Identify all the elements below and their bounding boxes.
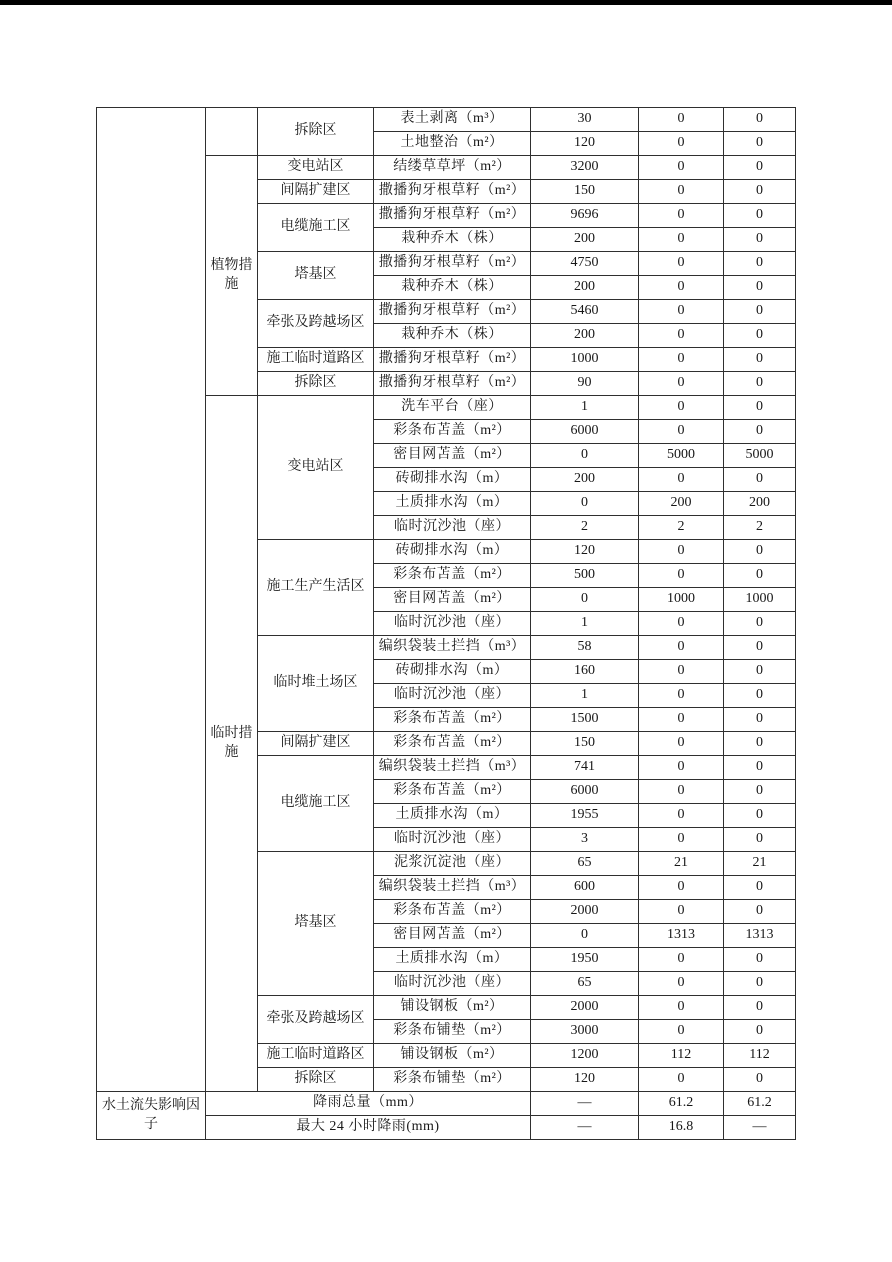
- cell-item: 密目网苫盖（m²）: [374, 444, 531, 468]
- cell-v3: 0: [724, 708, 796, 732]
- cell-v2: 0: [639, 180, 724, 204]
- cell-v2: 0: [639, 1068, 724, 1092]
- cell-v1: 1: [531, 612, 639, 636]
- cell-item: 彩条布铺垫（m²）: [374, 1020, 531, 1044]
- cell-v2: 0: [639, 756, 724, 780]
- cell-item: 编织袋装土拦挡（m³）: [374, 756, 531, 780]
- cell-item: 土质排水沟（m）: [374, 804, 531, 828]
- cell-v3: 0: [724, 348, 796, 372]
- cell-v1: 3: [531, 828, 639, 852]
- cell-v2: 0: [639, 972, 724, 996]
- cell-v2: 0: [639, 564, 724, 588]
- cell-item: 撒播狗牙根草籽（m²）: [374, 300, 531, 324]
- cell-category: [97, 108, 206, 1092]
- cell-zone: 变电站区: [258, 156, 374, 180]
- cell-v3: 0: [724, 180, 796, 204]
- cell-v3: 0: [724, 876, 796, 900]
- cell-v2: 0: [639, 276, 724, 300]
- cell-zone: 变电站区: [258, 396, 374, 540]
- cell-item: 彩条布苫盖（m²）: [374, 780, 531, 804]
- cell-item: 临时沉沙池（座）: [374, 612, 531, 636]
- cell-v1: 4750: [531, 252, 639, 276]
- cell-v2: 0: [639, 540, 724, 564]
- cell-v2: 0: [639, 780, 724, 804]
- cell-zone: 牵张及跨越场区: [258, 300, 374, 348]
- cell-v1: 1950: [531, 948, 639, 972]
- cell-item: 砖砌排水沟（m）: [374, 468, 531, 492]
- cell-item: 彩条布苫盖（m²）: [374, 564, 531, 588]
- cell-zone: 电缆施工区: [258, 756, 374, 852]
- cell-v2: 0: [639, 468, 724, 492]
- cell-v2: 0: [639, 156, 724, 180]
- cell-v1: 1000: [531, 348, 639, 372]
- cell-v2: 5000: [639, 444, 724, 468]
- cell-v1: 0: [531, 444, 639, 468]
- cell-v3: 200: [724, 492, 796, 516]
- cell-item: 泥浆沉淀池（座）: [374, 852, 531, 876]
- cell-v2: 0: [639, 876, 724, 900]
- cell-v2: 0: [639, 828, 724, 852]
- cell-v2: 112: [639, 1044, 724, 1068]
- cell-v1: 1500: [531, 708, 639, 732]
- cell-item: 彩条布苫盖（m²）: [374, 420, 531, 444]
- cell-v1: 500: [531, 564, 639, 588]
- cell-v3: 0: [724, 828, 796, 852]
- cell-v3: 0: [724, 228, 796, 252]
- cell-item: 彩条布苫盖（m²）: [374, 732, 531, 756]
- cell-v2: 0: [639, 612, 724, 636]
- cell-v2: 0: [639, 948, 724, 972]
- cell-item: 撒播狗牙根草籽（m²）: [374, 180, 531, 204]
- cell-v1: 9696: [531, 204, 639, 228]
- cell-v3: 0: [724, 540, 796, 564]
- cell-item: 洗车平台（座）: [374, 396, 531, 420]
- cell-item: 砖砌排水沟（m）: [374, 660, 531, 684]
- cell-v3: 1313: [724, 924, 796, 948]
- cell-item: 撒播狗牙根草籽（m²）: [374, 348, 531, 372]
- cell-item: 编织袋装土拦挡（m³）: [374, 636, 531, 660]
- cell-v1: 65: [531, 852, 639, 876]
- cell-item: 撒播狗牙根草籽（m²）: [374, 204, 531, 228]
- cell-zone: 塔基区: [258, 252, 374, 300]
- cell-v3: 0: [724, 276, 796, 300]
- cell-v2: 1313: [639, 924, 724, 948]
- cell-item: 密目网苫盖（m²）: [374, 924, 531, 948]
- cell-v1: 600: [531, 876, 639, 900]
- cell-v1: 0: [531, 492, 639, 516]
- table-row: [97, 108, 796, 132]
- cell-v1: 58: [531, 636, 639, 660]
- cell-v2: 0: [639, 108, 724, 132]
- cell-v1: 200: [531, 276, 639, 300]
- cell-v3: 2: [724, 516, 796, 540]
- cell-item: 临时沉沙池（座）: [374, 828, 531, 852]
- cell-v2: 0: [639, 204, 724, 228]
- cell-v2: 0: [639, 996, 724, 1020]
- cell-item: 表土剥离（m³）: [374, 108, 531, 132]
- cell-v1: 30: [531, 108, 639, 132]
- cell-zone: 拆除区: [258, 1068, 374, 1092]
- cell-v3: 0: [724, 252, 796, 276]
- cell-v3: 0: [724, 132, 796, 156]
- cell-item: 土地整治（m²）: [374, 132, 531, 156]
- cell-v1: 1200: [531, 1044, 639, 1068]
- cell-item: 土质排水沟（m）: [374, 492, 531, 516]
- cell-v2: 0: [639, 1020, 724, 1044]
- cell-measure-type: 植物措施: [206, 156, 258, 396]
- cell-v1: 0: [531, 924, 639, 948]
- cell-item: 最大 24 小时降雨(mm): [206, 1116, 531, 1140]
- cell-v1: 160: [531, 660, 639, 684]
- cell-v1: 741: [531, 756, 639, 780]
- cell-v3: 0: [724, 756, 796, 780]
- cell-v3: 0: [724, 396, 796, 420]
- cell-item: 彩条布铺垫（m²）: [374, 1068, 531, 1092]
- cell-item: 砖砌排水沟（m）: [374, 540, 531, 564]
- cell-zone: 临时堆土场区: [258, 636, 374, 732]
- cell-item: 栽种乔木（株）: [374, 324, 531, 348]
- cell-v2: 0: [639, 708, 724, 732]
- cell-v3: 0: [724, 660, 796, 684]
- cell-v2: 0: [639, 900, 724, 924]
- cell-v3: 0: [724, 1068, 796, 1092]
- cell-v3: 0: [724, 780, 796, 804]
- cell-v2: 1000: [639, 588, 724, 612]
- cell-v1: 200: [531, 324, 639, 348]
- cell-item: 栽种乔木（株）: [374, 228, 531, 252]
- cell-v1: 1955: [531, 804, 639, 828]
- cell-v2: 2: [639, 516, 724, 540]
- cell-v3: 61.2: [724, 1092, 796, 1116]
- cell-v3: 0: [724, 372, 796, 396]
- cell-v2: 0: [639, 132, 724, 156]
- cell-zone: 牵张及跨越场区: [258, 996, 374, 1044]
- table-row: [97, 1092, 796, 1116]
- cell-v2: 16.8: [639, 1116, 724, 1140]
- cell-v1: —: [531, 1092, 639, 1116]
- cell-v2: 0: [639, 684, 724, 708]
- cell-v3: 0: [724, 684, 796, 708]
- cell-v3: 0: [724, 612, 796, 636]
- cell-zone: 施工临时道路区: [258, 1044, 374, 1068]
- cell-item: 密目网苫盖（m²）: [374, 588, 531, 612]
- cell-v2: 0: [639, 300, 724, 324]
- cell-item: 撒播狗牙根草籽（m²）: [374, 372, 531, 396]
- cell-v2: 0: [639, 324, 724, 348]
- cell-zone: 电缆施工区: [258, 204, 374, 252]
- cell-v1: —: [531, 1116, 639, 1140]
- cell-zone: 施工临时道路区: [258, 348, 374, 372]
- cell-item: 铺设钢板（m²）: [374, 996, 531, 1020]
- cell-v1: 150: [531, 732, 639, 756]
- cell-zone: 施工生产生活区: [258, 540, 374, 636]
- cell-item: 临时沉沙池（座）: [374, 516, 531, 540]
- cell-category: 水土流失影响因子: [97, 1092, 206, 1140]
- scan-edge-bar: [0, 0, 892, 5]
- cell-item: 临时沉沙池（座）: [374, 684, 531, 708]
- cell-v3: 5000: [724, 444, 796, 468]
- cell-v3: 0: [724, 972, 796, 996]
- cell-v1: 6000: [531, 780, 639, 804]
- cell-v2: 0: [639, 396, 724, 420]
- cell-zone: 间隔扩建区: [258, 180, 374, 204]
- cell-v1: 90: [531, 372, 639, 396]
- cell-v1: 2: [531, 516, 639, 540]
- cell-item: 栽种乔木（株）: [374, 276, 531, 300]
- cell-v2: 0: [639, 732, 724, 756]
- cell-v3: —: [724, 1116, 796, 1140]
- cell-item: 彩条布苫盖（m²）: [374, 900, 531, 924]
- cell-item: 临时沉沙池（座）: [374, 972, 531, 996]
- cell-item: 降雨总量（mm）: [206, 1092, 531, 1116]
- cell-v1: 120: [531, 540, 639, 564]
- cell-v3: 21: [724, 852, 796, 876]
- cell-v1: 6000: [531, 420, 639, 444]
- cell-v3: 0: [724, 996, 796, 1020]
- cell-v1: 120: [531, 132, 639, 156]
- cell-v2: 0: [639, 804, 724, 828]
- cell-v3: 0: [724, 948, 796, 972]
- cell-v1: 200: [531, 228, 639, 252]
- cell-v3: 0: [724, 156, 796, 180]
- cell-v3: 0: [724, 1020, 796, 1044]
- cell-zone: 拆除区: [258, 108, 374, 156]
- cell-v3: 0: [724, 324, 796, 348]
- cell-v1: 2000: [531, 900, 639, 924]
- cell-v3: 112: [724, 1044, 796, 1068]
- cell-v3: 1000: [724, 588, 796, 612]
- cell-zone: 间隔扩建区: [258, 732, 374, 756]
- cell-item: 结缕草草坪（m²）: [374, 156, 531, 180]
- cell-measure-type: [206, 108, 258, 156]
- cell-v3: 0: [724, 900, 796, 924]
- cell-v3: 0: [724, 204, 796, 228]
- cell-zone: 拆除区: [258, 372, 374, 396]
- cell-v2: 0: [639, 348, 724, 372]
- cell-v1: 1: [531, 684, 639, 708]
- cell-v1: 150: [531, 180, 639, 204]
- cell-v2: 0: [639, 228, 724, 252]
- cell-v3: 0: [724, 468, 796, 492]
- cell-v1: 3200: [531, 156, 639, 180]
- cell-v2: 0: [639, 420, 724, 444]
- cell-item: 土质排水沟（m）: [374, 948, 531, 972]
- cell-v3: 0: [724, 108, 796, 132]
- cell-v1: 5460: [531, 300, 639, 324]
- cell-v3: 0: [724, 300, 796, 324]
- cell-v1: 120: [531, 1068, 639, 1092]
- cell-v2: 21: [639, 852, 724, 876]
- cell-v3: 0: [724, 420, 796, 444]
- cell-v2: 0: [639, 636, 724, 660]
- cell-zone: 塔基区: [258, 852, 374, 996]
- cell-v3: 0: [724, 804, 796, 828]
- cell-v1: 1: [531, 396, 639, 420]
- cell-v2: 0: [639, 660, 724, 684]
- cell-v2: 200: [639, 492, 724, 516]
- cell-v1: 65: [531, 972, 639, 996]
- cell-v2: 61.2: [639, 1092, 724, 1116]
- cell-v2: 0: [639, 372, 724, 396]
- cell-item: 铺设钢板（m²）: [374, 1044, 531, 1068]
- cell-v1: 200: [531, 468, 639, 492]
- cell-v3: 0: [724, 636, 796, 660]
- cell-v2: 0: [639, 252, 724, 276]
- cell-v3: 0: [724, 732, 796, 756]
- cell-v1: 0: [531, 588, 639, 612]
- cell-measure-type: 临时措施: [206, 396, 258, 1092]
- cell-item: 彩条布苫盖（m²）: [374, 708, 531, 732]
- cell-v3: 0: [724, 564, 796, 588]
- cell-item: 编织袋装土拦挡（m³）: [374, 876, 531, 900]
- cell-v1: 3000: [531, 1020, 639, 1044]
- cell-item: 撒播狗牙根草籽（m²）: [374, 252, 531, 276]
- cell-v1: 2000: [531, 996, 639, 1020]
- monitoring-table: [96, 107, 796, 1140]
